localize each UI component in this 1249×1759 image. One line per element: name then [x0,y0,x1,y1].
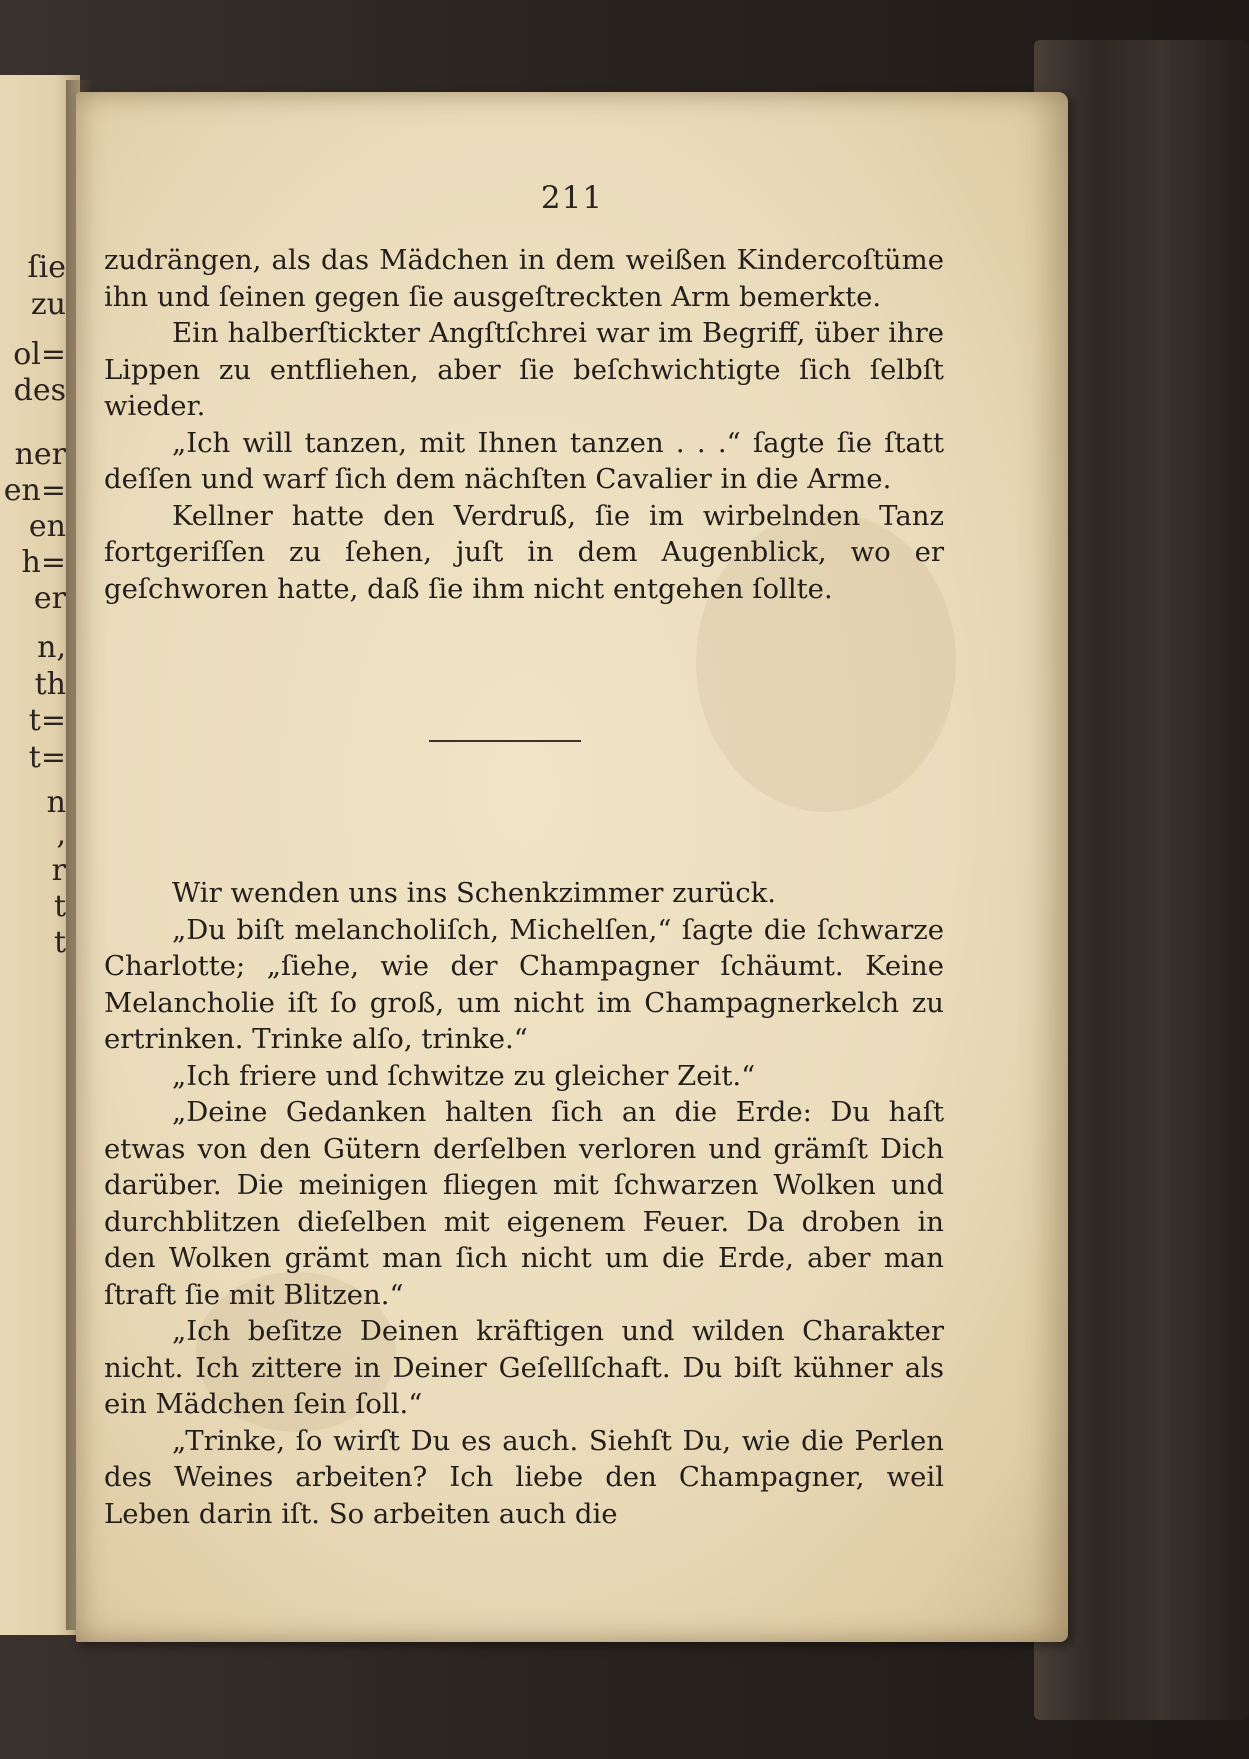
paragraph: „Trinke, ſo wirſt Du es auch. Siehſt Du, wie die Perlen des Weines arbeiten? Ich liebe den Champagner, weil Leben darin iſt. So arbeiten auch die [104,1424,944,1530]
previous-page-fragment: zu [30,287,66,322]
paragraph: Wir wenden uns ins Schenkzimmer zurück. [172,877,777,909]
previous-page-fragment: n [46,785,66,820]
previous-page-fragment: n, [37,630,66,665]
previous-page-fragment: er [33,581,66,616]
page-number: 211 [540,180,604,216]
paragraph: „Ich friere und ſchwitze zu gleicher Zeit.“ [172,1059,756,1092]
paragraph: „Deine Gedanken halten ſich an die Erde: Du haſt etwas von den Gütern derſelben verloren und grämſt Dich darüber. Die meinigen fliegen mit ſchwarzen Wolken und durchblitzen dieſelben mit eigenem Feuer. Da droben in den Wolken grämt man ſich nicht um die Erde, aber man ſtraft ſie mit Blitzen.“ [104,1096,944,1311]
paragraph: Ein halberſtickter Angſtſchrei war im Begriff, über ihre Lippen zu entfliehen, aber ſie beſchwichtigte ſich ſelbſt wieder. [104,317,944,422]
previous-page-fragment: t [53,889,66,924]
paragraph: zudrängen, als das Mädchen in dem weißen Kindercoſtüme ihn und ſeinen gegen ſie ausgeſtreckten Arm bemerkte. [104,244,944,313]
book-page [76,92,1068,1642]
text-section-2 [104,875,944,1532]
previous-page-fragment: ol= [13,337,66,372]
previous-page-fragment: r [51,853,66,888]
previous-page-fragment: des [13,373,66,408]
previous-page-fragment: ner [14,437,66,472]
paragraph: „Du biſt melancholiſch, Michelſen,“ ſagte die ſchwarze Charlotte; „ſiehe, wie der Champagner ſchäumt. Keine Melancholie iſt ſo groß, um nicht im Champagnerkelch zu ertrinken. Trinke alſo, trinke.“ [104,913,944,1055]
previous-page-fragment: th [34,667,66,702]
paragraph: „Ich beſitze Deinen kräftigen und wilden Charakter nicht. Ich zittere in Deiner Geſellſchaft. Du biſt kühner als ein Mädchen ſein ſoll.“ [104,1315,944,1420]
paragraph: Kellner hatte den Verdruß, ſie im wirbelnden Tanz fortgeriſſen zu ſehen, juſt in dem Augenblick, wo er geſchworen hatte, daß ſie ihm nicht entgehen ſollte. [104,499,944,605]
previous-page-fragment: h= [21,545,66,580]
section-divider [429,740,581,742]
previous-page-fragment: en [28,509,66,544]
previous-page-fragment: ſie [27,250,66,285]
previous-page-fragment: , [56,817,66,852]
text-section-1 [104,242,944,607]
previous-page-fragment: t= [28,703,66,738]
paragraph: „Ich will tanzen, mit Ihnen tanzen . . .“ ſagte ſie ſtatt deſſen und warf ſich dem nächſten Cavalier in die Arme. [104,426,944,495]
previous-page-fragment: t [53,925,66,960]
previous-page-fragment: t= [28,740,66,775]
previous-page-fragment: en= [3,473,66,508]
